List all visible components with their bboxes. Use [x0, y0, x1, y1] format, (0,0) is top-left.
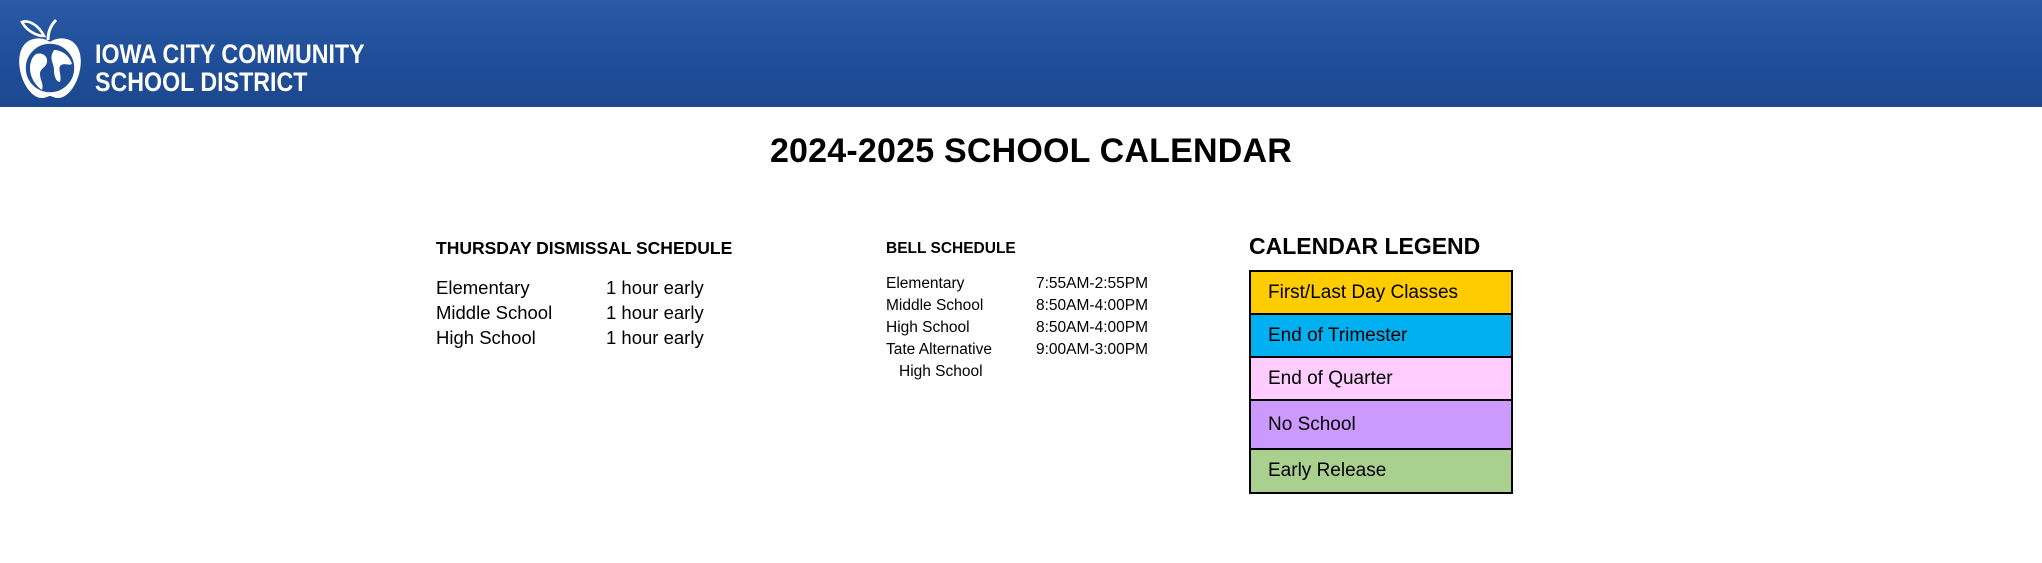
bell-level	[886, 339, 1036, 383]
bell-row	[886, 273, 1148, 295]
legend-item-label: End of Quarter	[1268, 367, 1393, 389]
legend-item-end-of-quarter	[1251, 358, 1511, 401]
legend-item-label: First/Last Day Classes	[1268, 281, 1459, 303]
bell-time: 7:55AM-2:55PM	[1036, 275, 1148, 292]
district-name-line2: SCHOOL DISTRICT	[95, 67, 308, 97]
page-title: 2024-2025 SCHOOL CALENDAR	[769, 132, 1293, 170]
bell-level: Elementary	[886, 275, 965, 292]
legend-item-early-release	[1251, 450, 1511, 492]
dismissal-list	[436, 275, 732, 350]
dismissal-level: High School	[436, 327, 536, 348]
district-header-banner	[0, 0, 2042, 107]
dismissal-row	[436, 300, 732, 325]
bell-level-line1: Tate Alternative	[886, 341, 992, 358]
legend-item-label: No School	[1268, 413, 1356, 435]
legend-item-label: Early Release	[1268, 460, 1387, 481]
bell-time: 8:50AM-4:00PM	[1036, 297, 1148, 314]
dismissal-level: Elementary	[436, 277, 530, 298]
bell-heading: BELL SCHEDULE	[886, 240, 1016, 257]
legend-item-no-school	[1251, 401, 1511, 450]
bell-level: High School	[886, 319, 970, 336]
dismissal-heading: THURSDAY DISMISSAL SCHEDULE	[436, 238, 733, 258]
legend-item-first-last-day	[1251, 272, 1511, 315]
apple-globe-icon[interactable]	[14, 10, 86, 100]
bell-row	[886, 295, 1148, 317]
district-name	[95, 40, 365, 96]
legend-heading: CALENDAR LEGEND	[1249, 233, 1481, 259]
legend-item-end-of-trimester	[1251, 315, 1511, 358]
bell-schedule-section	[886, 240, 1148, 383]
bell-level-line2: High School	[899, 363, 983, 380]
dismissal-level: Middle School	[436, 302, 553, 323]
dismissal-row	[436, 325, 732, 350]
dismissal-row	[436, 275, 732, 300]
bell-row	[886, 339, 1148, 383]
bell-row	[886, 317, 1148, 339]
bell-level: Middle School	[886, 297, 984, 314]
bell-time: 8:50AM-4:00PM	[1036, 319, 1148, 336]
dismissal-value: 1 hour early	[606, 277, 704, 298]
district-name-line1: IOWA CITY COMMUNITY	[95, 39, 365, 69]
legend-boxes	[1249, 270, 1513, 494]
thursday-dismissal-section	[436, 238, 732, 350]
bell-list	[886, 273, 1148, 383]
dismissal-value: 1 hour early	[606, 302, 704, 323]
dismissal-value: 1 hour early	[606, 327, 704, 348]
legend-item-label: End of Trimester	[1268, 324, 1408, 346]
bell-time: 9:00AM-3:00PM	[1036, 341, 1148, 358]
calendar-legend	[1249, 233, 1513, 494]
